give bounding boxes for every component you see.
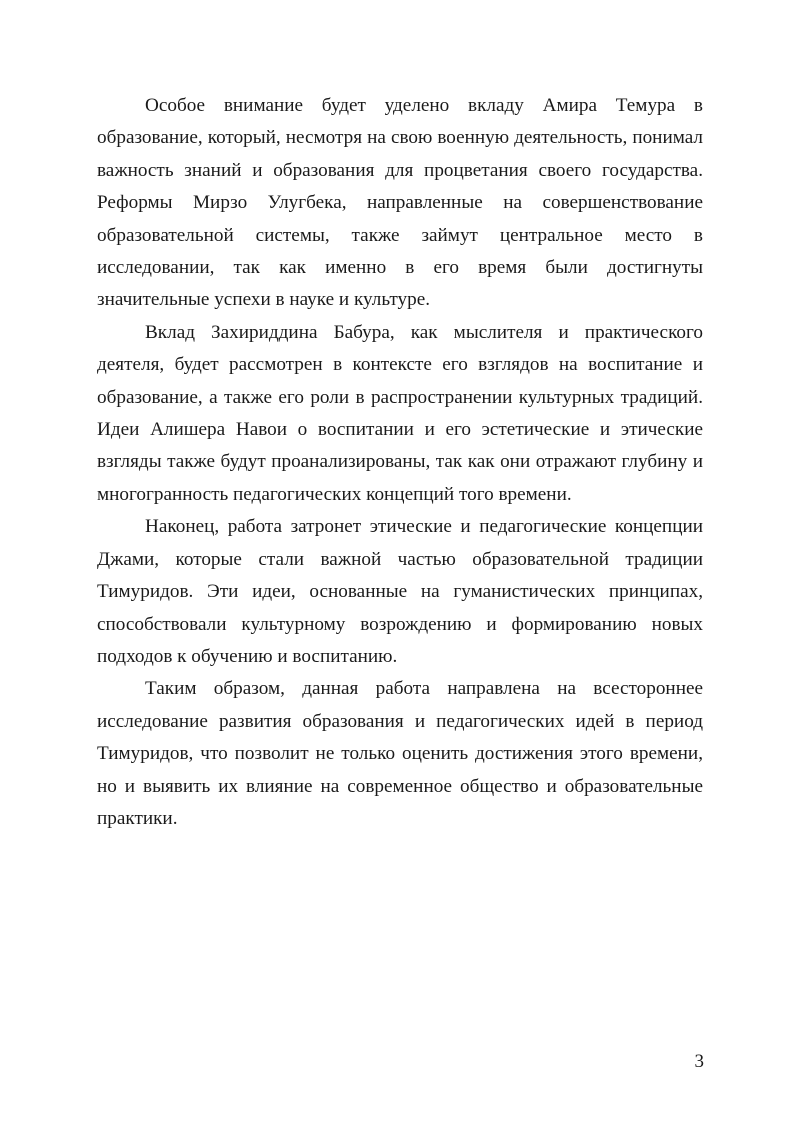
page-number: 3 xyxy=(694,1051,704,1072)
paragraph-babur-navoi: Вклад Захириддина Бабура, как мыслителя и практического деятеля, будет рассмотрен в контексте его взглядов на воспитание и образование, а также его роли в распространении культурных традиций. Идеи Алишера Навои о воспитании и его эстетические и этические взгляды также будут проанализированы, так как они отражают глубину и многогранность педагогических концепций того времени. xyxy=(97,321,703,505)
paragraph-jami: Наконец, работа затронет этические и педагогические концепции Джами, которые стали важной частью образовательной традиции Тимуридов. Эти идеи, основанные на гуманистических принципах, способствовали культурному возрождению и формированию новых подходов к обучению и воспитанию. xyxy=(97,516,703,667)
body-text xyxy=(97,90,703,835)
paragraph-conclusion: Таким образом, данная работа направлена на всестороннее исследование развития образования и педагогических идей в период Тимуридов, что позволит не только оценить достижения этого времени, но и выявить их влияние на современное общество и образовательные практики. xyxy=(97,678,703,829)
paragraph-timur-education: Особое внимание будет уделено вкладу Амира Темура в образование, который, несмотря на свою военную деятельность, понимал важность знаний и образования для процветания своего государства. Реформы Мирзо Улугбека, направленные на совершенствование образовательной системы, также займут центральное место в исследовании, так как именно в его время были достигнуты значительные успехи в науке и культуре. xyxy=(97,95,703,311)
